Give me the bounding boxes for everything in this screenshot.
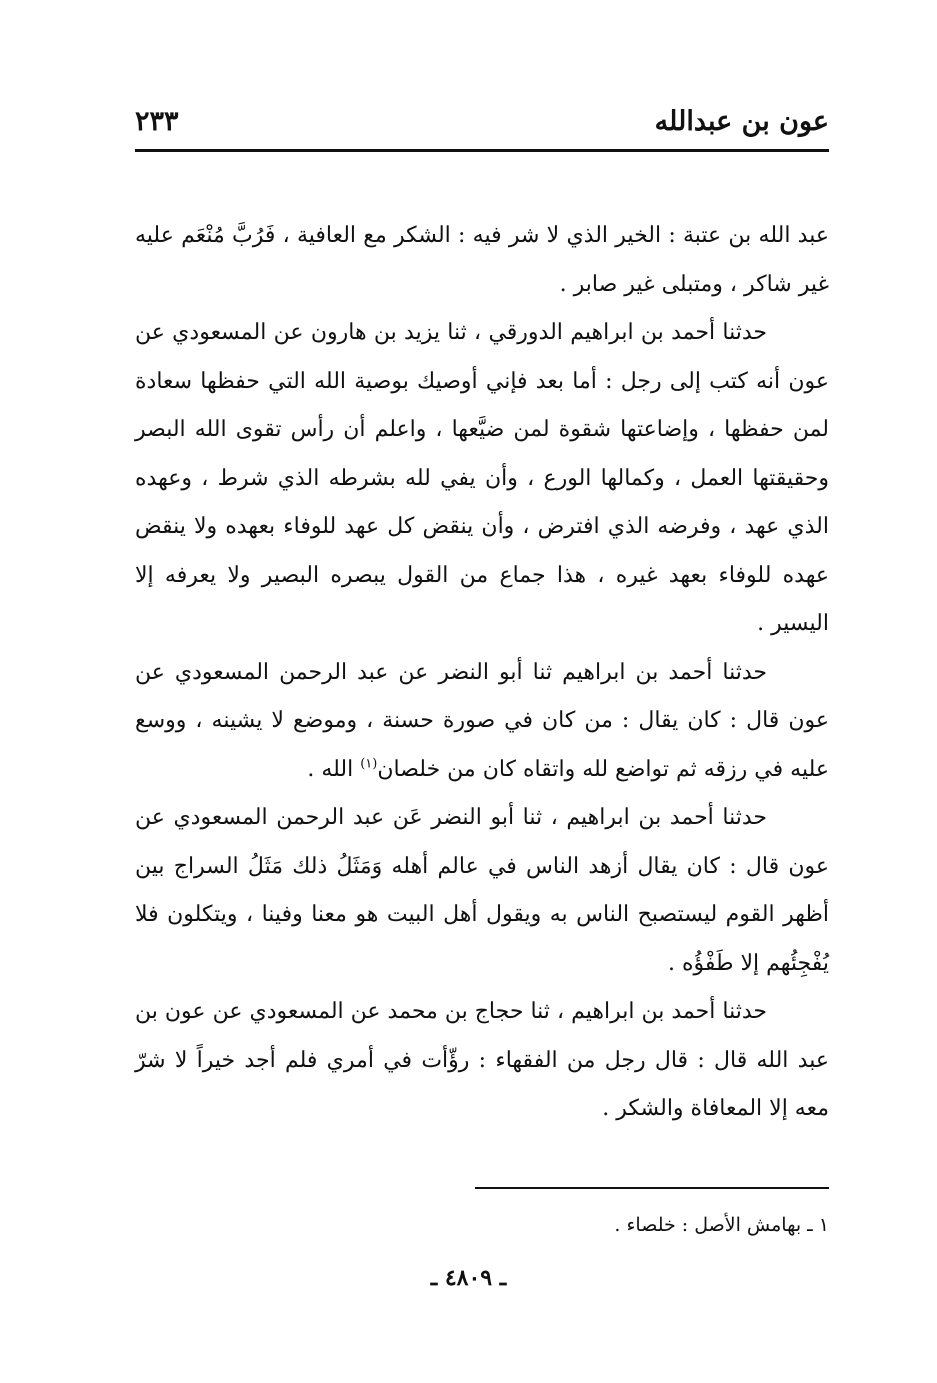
paragraph-3-text: حدثنا أحمد بن ابراهيم ثنا أبو النضر عن عبد الرحمن المسعودي عن عون قال : كان يقال : من كان في صورة حسنة ، وموضع لا يشينه ، ووسع عليه في رزقه ثم تواضع لله واتقاه كان من خلصان <box>135 659 829 782</box>
main-text <box>135 212 829 1134</box>
folio-number: ـ ٤٨٠٩ ـ <box>430 1265 507 1291</box>
running-header <box>135 100 829 144</box>
footnote-reference: (١) <box>360 756 378 772</box>
page-number: ٢٣٣ <box>135 106 179 137</box>
paragraph-2: حدثنا أحمد بن ابراهيم الدورقي ، ثنا يزيد بن هارون عن المسعودي عن عون أنه كتب إلى رجل : أما بعد فإني أوصيك بوصية الله التي حفظها سعادة لمن حفظها ، وإضاعتها شقوة لمن ضيَّعها ، واعلم أن رأس تقوى الله البصر وحقيقتها العمل ، وكمالها الورع ، وأن يفي لله بشرطه الذي شرط ، وعهده الذي عهد ، وفرضه الذي افترض ، وأن ينقض كل عهد للوفاء بعهده ولا ينقض عهده للوفاء بعهد غيره ، هذا جماع من القول يبصره البصير ولا يعرفه إلا اليسير . <box>135 320 829 636</box>
paragraph-5: حدثنا أحمد بن ابراهيم ، ثنا حجاج بن محمد عن المسعودي عن عون بن عبد الله قال : قال رجل من الفقهاء : رؤّأت في أمري فلم أجد خيراً لا شرّ معه إلا المعافاة والشكر . <box>135 999 829 1121</box>
footnote-divider <box>475 1187 829 1189</box>
header-divider <box>135 149 829 152</box>
paragraph-4: حدثنا أحمد بن ابراهيم ، ثنا أبو النضر عَن عبد الرحمن المسعودي عن عون قال : كان يقال أزهد الناس في عالم أهله وَمَثَلُ ذلك مَثَلُ السراج بين أظهر القوم ليستصبح الناس به ويقول أهل البيت هو معنا وفينا ، ويتكلون فلا يُفْجِئُهم إلا طَفْؤُه . <box>135 805 829 976</box>
running-header-title: عون بن عبدالله <box>654 106 829 137</box>
paragraph-3 <box>135 649 829 795</box>
paragraph-1: عبد الله بن عتبة : الخير الذي لا شر فيه : الشكر مع العافية ، فَرُبَّ مُنْعَم عليه غير شاكر ، ومتبلى غير صابر . <box>135 223 829 297</box>
footnote: ١ ـ بهامش الأصل : خلصاء . <box>614 1214 829 1236</box>
paragraph-3-ending: الله . <box>307 756 361 782</box>
